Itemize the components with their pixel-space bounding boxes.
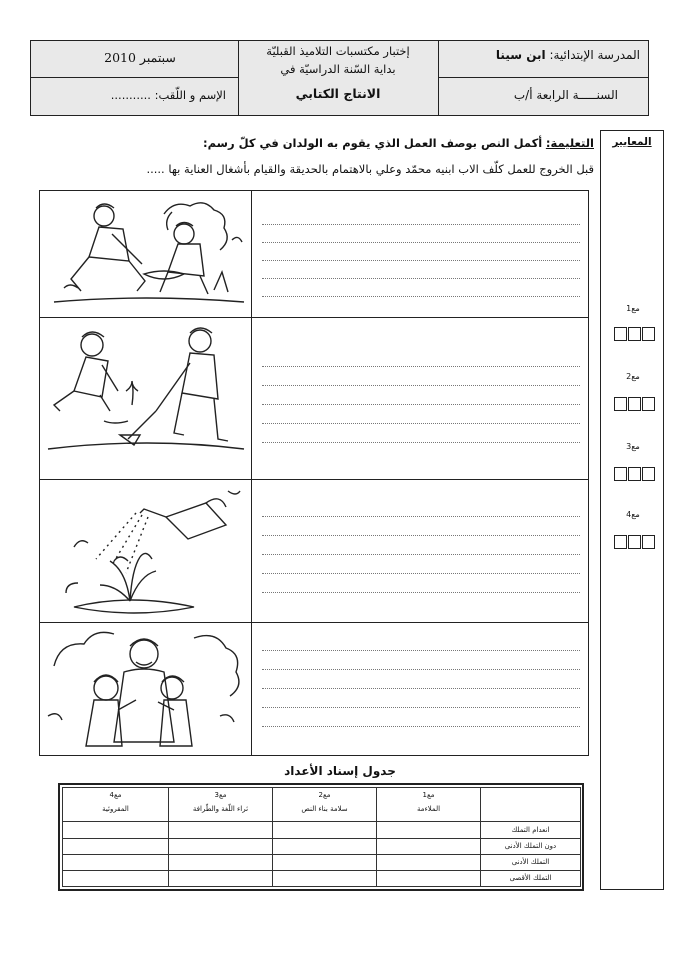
criteria-label-1: مع1 <box>626 304 640 313</box>
instruction <box>100 136 594 150</box>
header-hline <box>30 77 238 78</box>
test-title-line3: الانتاج الكتابي <box>295 86 381 101</box>
writing-line[interactable] <box>262 385 580 386</box>
criterion-header <box>377 788 481 822</box>
grading-table-title: جدول إسناد الأعداد <box>284 764 396 778</box>
writing-line[interactable] <box>262 296 580 297</box>
school-name: ابن سينا <box>495 48 546 62</box>
grade-cell[interactable] <box>273 838 377 854</box>
criterion-header <box>273 788 377 822</box>
grade-cell[interactable] <box>273 854 377 870</box>
score-box[interactable] <box>628 327 641 341</box>
writing-line[interactable] <box>262 423 580 424</box>
score-box[interactable] <box>642 327 655 341</box>
criterion-code: مع1 <box>422 791 435 799</box>
school-line <box>440 48 640 62</box>
header-divider-2 <box>438 40 439 116</box>
writing-line[interactable] <box>262 366 580 367</box>
writing-line[interactable] <box>262 592 580 593</box>
criterion-name: سلامة بناء النص <box>301 805 348 813</box>
writing-line[interactable] <box>262 554 580 555</box>
writing-line[interactable] <box>262 726 580 727</box>
boys-digging-icon <box>44 321 246 475</box>
grade-cell[interactable] <box>377 854 481 870</box>
writing-line[interactable] <box>262 224 580 225</box>
father-and-sons-icon <box>44 626 246 752</box>
score-box[interactable] <box>642 535 655 549</box>
score-box[interactable] <box>614 535 627 549</box>
header-hline-right <box>438 77 649 78</box>
test-title-line2: بداية السّنة الدراسيّة في <box>280 62 396 76</box>
test-date: سبتمبر 2010 <box>104 50 176 65</box>
writing-line[interactable] <box>262 404 580 405</box>
grading-table <box>62 787 581 887</box>
grade-cell[interactable] <box>169 838 273 854</box>
grade-cell[interactable] <box>63 822 169 838</box>
watering-can-icon <box>44 483 246 619</box>
score-box[interactable] <box>628 467 641 481</box>
criterion-name: ثراء اللّغة والطّرافة <box>192 805 249 813</box>
criterion-header <box>169 788 273 822</box>
score-box[interactable] <box>614 397 627 411</box>
row-divider <box>39 479 589 480</box>
writing-line[interactable] <box>262 242 580 243</box>
criterion-code: مع4 <box>109 791 122 799</box>
row-divider <box>39 317 589 318</box>
writing-line[interactable] <box>262 442 580 443</box>
writing-line[interactable] <box>262 516 580 517</box>
test-title-line1: إختبار مكتسبات التلاميذ القبليّة <box>266 44 410 58</box>
writing-line[interactable] <box>262 573 580 574</box>
score-box[interactable] <box>642 397 655 411</box>
score-box[interactable] <box>614 327 627 341</box>
score-box[interactable] <box>614 467 627 481</box>
score-box[interactable] <box>628 397 641 411</box>
criteria-label-2: مع2 <box>626 372 640 381</box>
instruction-label: التعليمة: <box>545 136 594 150</box>
level-label: انعدام التملك <box>481 822 581 838</box>
grade-cell[interactable] <box>273 822 377 838</box>
criteria-sidebar-title: المعايير <box>612 136 652 148</box>
grade-cell[interactable] <box>377 870 481 886</box>
grade-cell[interactable] <box>63 870 169 886</box>
boys-planting-icon <box>44 194 246 314</box>
score-box[interactable] <box>642 467 655 481</box>
grade-label: السنـــــة الرابعة أ/ب <box>513 88 618 102</box>
grade-cell[interactable] <box>63 838 169 854</box>
level-label: التملك الأقصى <box>481 870 581 886</box>
grade-cell[interactable] <box>169 854 273 870</box>
grade-cell[interactable] <box>377 838 481 854</box>
score-box[interactable] <box>628 535 641 549</box>
image-column-divider <box>251 190 252 756</box>
row-divider <box>39 622 589 623</box>
criterion-name: المقروئية <box>102 805 129 813</box>
grade-cell[interactable] <box>169 822 273 838</box>
writing-line[interactable] <box>262 669 580 670</box>
writing-line[interactable] <box>262 260 580 261</box>
instruction-text: أكمل النص بوصف العمل الذي يقوم به الولدان في كلّ رسم: <box>203 136 543 150</box>
writing-line[interactable] <box>262 707 580 708</box>
criterion-name: الملاءمة <box>416 805 441 813</box>
writing-line[interactable] <box>262 535 580 536</box>
writing-line[interactable] <box>262 278 580 279</box>
school-label: المدرسة الإبتدائية: <box>549 48 640 62</box>
writing-line[interactable] <box>262 688 580 689</box>
criteria-label-3: مع3 <box>626 442 640 451</box>
criterion-header <box>63 788 169 822</box>
grade-cell[interactable] <box>169 870 273 886</box>
story-intro: قبل الخروج للعمل كلّف الاب ابنيه محمّد وعلي بالاهتمام بالحديقة والقيام بأشغال العناية بها ..... <box>146 162 594 176</box>
grade-cell[interactable] <box>63 854 169 870</box>
criteria-label-4: مع4 <box>626 510 640 519</box>
level-label: التملك الأدنى <box>481 854 581 870</box>
table-corner <box>481 788 581 822</box>
writing-line[interactable] <box>262 650 580 651</box>
grade-cell[interactable] <box>377 822 481 838</box>
grade-cell[interactable] <box>273 870 377 886</box>
name-field-label[interactable]: الإسم و اللّقب: ........... <box>110 88 226 102</box>
level-label: دون التملك الأدنى <box>481 838 581 854</box>
criterion-code: مع3 <box>214 791 227 799</box>
criterion-code: مع2 <box>318 791 331 799</box>
header-divider-1 <box>238 40 239 116</box>
